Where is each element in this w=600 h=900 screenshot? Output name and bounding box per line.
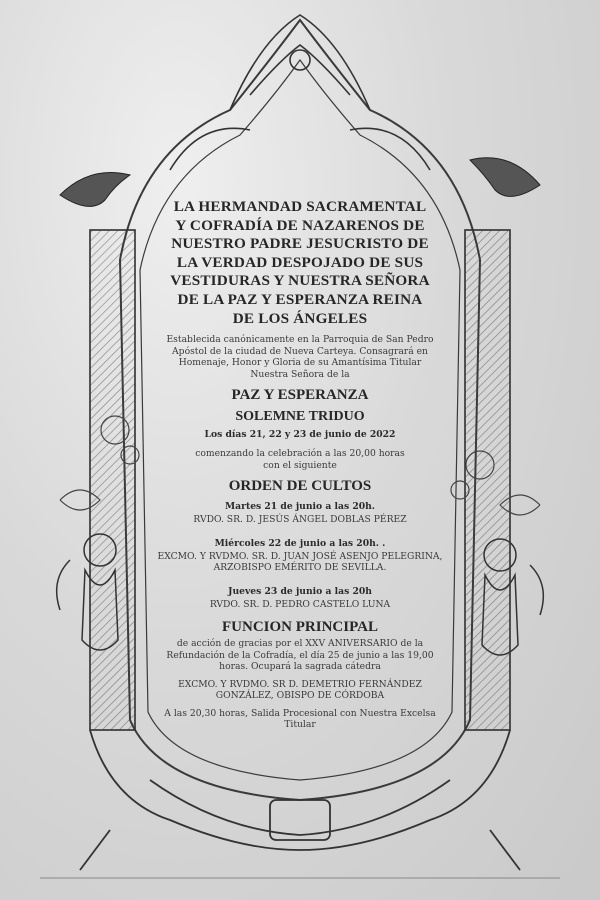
funcion-heading: FUNCION PRINCIPAL — [222, 619, 378, 636]
title-line: LA HERMANDAD SACRAMENTAL — [173, 198, 427, 215]
funcion-paragraph: de acción de gracias por el XXV ANIVERSARIO de la Refundación de la Cofradía, el día 25 de junio a las 19,00 horas. Ocupará la sagrada cátedra — [166, 638, 434, 673]
day-date: Jueves 23 de junio a las 20h — [228, 585, 372, 597]
intro-paragraph: Establecida canónicamente en la Parroquia de San Pedro Apóstol de la ciudad de Nueva Carteya. Consagrará en Homenaje, Honor y Gloria de su Amantísima Titular Nuestra Señora de la — [166, 334, 434, 380]
day-block-1 — [150, 501, 450, 526]
announcement-text — [150, 198, 450, 731]
day-block-3 — [150, 586, 450, 611]
day-preacher: RVDO. SR. D. JESÚS ÁNGEL DOBLAS PÉREZ — [193, 514, 407, 526]
title-line: LA VERDAD DESPOJADO DE SUS — [176, 253, 424, 271]
right-bird — [470, 158, 540, 197]
day-block-2 — [150, 538, 450, 574]
left-bird — [60, 173, 130, 207]
title-line: DE LA PAZ Y ESPERANZA REINA — [177, 290, 423, 308]
frame-base — [80, 730, 520, 870]
virgin-name-heading: PAZ Y ESPERANZA — [231, 387, 369, 404]
day-preacher: RVDO. SR. D. PEDRO CASTELO LUNA — [209, 598, 391, 610]
day-date: Martes 21 de junio a las 20h. — [224, 501, 375, 513]
title-line: Y COFRADÍA DE NAZARENOS DE — [175, 216, 425, 234]
start-paragraph: comenzando la celebración a las 20,00 horas con el siguiente — [195, 448, 405, 471]
title-line: VESTIDURAS Y NUESTRA SEÑORA — [170, 272, 430, 290]
funcion-preacher: EXCMO. Y RVDMO. SR D. DEMETRIO FERNÁNDEZ GONZÁLEZ, OBISPO DE CÓRDOBA — [178, 678, 422, 702]
top-crest — [170, 15, 430, 170]
title-line: NUESTRO PADRE JESUCRISTO DE — [171, 235, 429, 253]
day-preacher: ARZOBISPO EMÉRITO DE SEVILLA. — [213, 562, 387, 574]
triduo-heading: SOLEMNE TRIDUO — [235, 409, 365, 425]
procession-paragraph: A las 20,30 horas, Salida Procesional con Nuestra Excelsa Titular — [164, 707, 436, 731]
title-line: DE LOS ÁNGELES — [232, 309, 368, 327]
day-preacher: EXCMO. Y RVDMO. SR. D. JUAN JOSÉ ASENJO PELEGRINA, — [157, 550, 443, 562]
dates-line: Los días 21, 22 y 23 de junio de 2022 — [204, 429, 396, 441]
day-date: Miércoles 22 de junio a las 20h. . — [214, 537, 386, 549]
left-pillar — [90, 230, 135, 730]
order-heading: ORDEN DE CULTOS — [228, 478, 372, 495]
brotherhood-title — [150, 198, 450, 328]
